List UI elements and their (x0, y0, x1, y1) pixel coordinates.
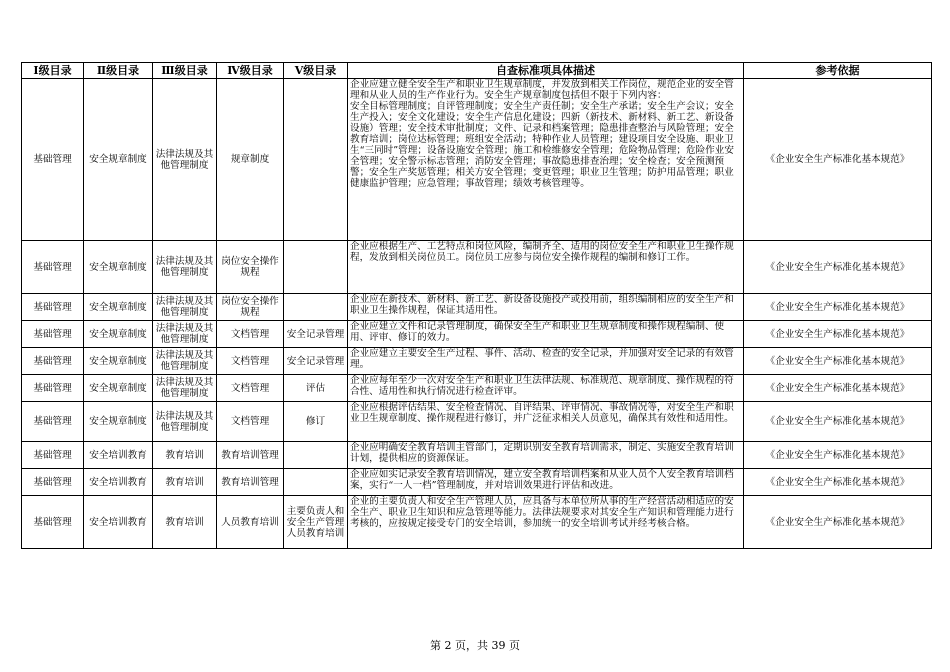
cell-level-2: 安全规章制度 (84, 348, 153, 375)
cell-description: 企业应明确安全教育培训主管部门，定期识别安全教育培训需求，制定、实施安全教育培训计划，提供相应的资源保证。 (348, 442, 744, 469)
cell-level-4: 教育培训管理 (217, 442, 284, 469)
cell-level-4: 文档管理 (217, 402, 284, 442)
table-row (22, 469, 932, 496)
header-level-3: Ⅲ级目录 (153, 63, 217, 79)
header-level-2: Ⅱ级目录 (84, 63, 153, 79)
table-row (22, 375, 932, 402)
table-row (22, 321, 932, 348)
cell-level-2: 安全规章制度 (84, 241, 153, 294)
cell-description: 企业应如实记录安全教育培训情况，建立安全教育培训档案和从业人员个人安全教育培训档案，实行“一人一档”管理制度，并对培训效果进行评估和改进。 (348, 469, 744, 496)
cell-level-3: 法律法规及其他管理制度 (153, 348, 217, 375)
cell-level-5 (284, 469, 348, 496)
cell-level-4: 文档管理 (217, 321, 284, 348)
cell-description: 企业应根据评估结果、安全检查情况、自评结果、评审情况、事故情况等，对安全生产和职业卫生规章制度、操作规程进行修订，并广泛征求相关人员意见，确保其有效性和适用性。 (348, 402, 744, 442)
cell-level-5 (284, 79, 348, 241)
self-check-table (21, 62, 932, 549)
table-row (22, 348, 932, 375)
cell-reference: 《企业安全生产标准化基本规范》 (744, 294, 932, 321)
cell-reference: 《企业安全生产标准化基本规范》 (744, 402, 932, 442)
cell-level-4: 岗位安全操作规程 (217, 241, 284, 294)
table-row (22, 496, 932, 549)
cell-reference: 《企业安全生产标准化基本规范》 (744, 321, 932, 348)
cell-level-5: 评估 (284, 375, 348, 402)
cell-level-4: 规章制度 (217, 79, 284, 241)
cell-description: 企业应根据生产、工艺特点和岗位风险，编制齐全、适用的岗位安全生产和职业卫生操作规程，发放到相关岗位员工。岗位员工应参与岗位安全操作规程的编制和修订工作。 (348, 241, 744, 294)
cell-level-1: 基础管理 (22, 79, 84, 241)
cell-level-2: 安全规章制度 (84, 79, 153, 241)
cell-level-3: 法律法规及其他管理制度 (153, 402, 217, 442)
cell-level-3: 法律法规及其他管理制度 (153, 241, 217, 294)
table-row (22, 294, 932, 321)
cell-level-3: 教育培训 (153, 496, 217, 549)
header-level-4: Ⅳ级目录 (217, 63, 284, 79)
cell-level-1: 基础管理 (22, 496, 84, 549)
cell-reference: 《企业安全生产标准化基本规范》 (744, 79, 932, 241)
cell-reference: 《企业安全生产标准化基本规范》 (744, 241, 932, 294)
cell-level-2: 安全规章制度 (84, 294, 153, 321)
table-row (22, 241, 932, 294)
header-level-5: Ⅴ级目录 (284, 63, 348, 79)
cell-level-1: 基础管理 (22, 241, 84, 294)
header-row (22, 63, 932, 79)
cell-level-5: 修订 (284, 402, 348, 442)
cell-level-3: 法律法规及其他管理制度 (153, 79, 217, 241)
cell-level-3: 教育培训 (153, 442, 217, 469)
cell-level-2: 安全规章制度 (84, 402, 153, 442)
cell-description: 企业应建立健全安全生产和职业卫生规章制度，并发放到相关工作岗位，规范企业的安全管理和从业人员的生产作业行为。安全生产规章制度包括但不限于下列内容： 安全目标管理制度；自评管理制度；安全生产责任制；安全生产承诺；安全生产会议；安全生产投入；安全文化建设；安全生产信息化建设；四新（新技术、新材料、新工艺、新设备设施）管理；安全技术审批制度；文件、记录和档案管理；隐患排查整治与风险管理；安全教育培训；岗位达标管理；班组安全活动；特种作业人员管理；建设项目安全设施、职业卫生“三同时”管理；设备设施安全管理；施工和检维修安全管理；危险物品管理；危险作业安全管理；安全警示标志管理；消防安全管理；事故隐患排查治理；安全检查；安全预测预警；安全生产奖惩管理；相关方安全管理；变更管理；职业卫生管理；防护用品管理；职业健康监护管理；应急管理；事故管理；绩效考核管理等。 (348, 79, 744, 241)
table-row (22, 402, 932, 442)
cell-description: 企业应在新技术、新材料、新工艺、新设备设施投产或投用前，组织编制相应的安全生产和职业卫生操作规程，保证其适用性。 (348, 294, 744, 321)
cell-level-4: 文档管理 (217, 348, 284, 375)
cell-level-3: 法律法规及其他管理制度 (153, 294, 217, 321)
cell-level-3: 教育培训 (153, 469, 217, 496)
cell-description: 企业应建立主要安全生产过程、事件、活动、检查的安全记录，并加强对安全记录的有效管理。 (348, 348, 744, 375)
cell-level-4: 岗位安全操作规程 (217, 294, 284, 321)
table-row (22, 442, 932, 469)
cell-level-1: 基础管理 (22, 442, 84, 469)
cell-level-1: 基础管理 (22, 469, 84, 496)
cell-level-1: 基础管理 (22, 375, 84, 402)
cell-reference: 《企业安全生产标准化基本规范》 (744, 496, 932, 549)
table-row (22, 79, 932, 241)
cell-level-5 (284, 442, 348, 469)
header-level-1: Ⅰ级目录 (22, 63, 84, 79)
cell-level-2: 安全规章制度 (84, 375, 153, 402)
header-description: 自查标准项具体描述 (348, 63, 744, 79)
cell-reference: 《企业安全生产标准化基本规范》 (744, 348, 932, 375)
cell-level-5 (284, 294, 348, 321)
cell-level-5: 安全记录管理 (284, 348, 348, 375)
page-footer: 第 2 页，共 39 页 (430, 639, 520, 652)
cell-level-3: 法律法规及其他管理制度 (153, 321, 217, 348)
cell-level-2: 安全培训教育 (84, 496, 153, 549)
cell-description: 企业应建立文件和记录管理制度，确保安全生产和职业卫生规章制度和操作规程编制、使用、评审、修订的效力。 (348, 321, 744, 348)
cell-level-2: 安全培训教育 (84, 442, 153, 469)
cell-level-4: 人员教育培训 (217, 496, 284, 549)
cell-description: 企业的主要负责人和安全生产管理人员，应具备与本单位所从事的生产经营活动相适应的安全生产、职业卫生知识和应急管理等能力。法律法规要求对其安全生产知识和管理能力进行考核的，应按规定接受专门的安全培训，参加统一的安全培训考试并经考核合格。 (348, 496, 744, 549)
cell-level-5: 主要负责人和安全生产管理人员教育培训 (284, 496, 348, 549)
header-reference: 参考依据 (744, 63, 932, 79)
cell-level-1: 基础管理 (22, 321, 84, 348)
cell-level-4: 文档管理 (217, 375, 284, 402)
cell-level-1: 基础管理 (22, 294, 84, 321)
cell-level-1: 基础管理 (22, 402, 84, 442)
cell-reference: 《企业安全生产标准化基本规范》 (744, 469, 932, 496)
cell-level-5: 安全记录管理 (284, 321, 348, 348)
cell-level-2: 安全培训教育 (84, 469, 153, 496)
cell-level-1: 基础管理 (22, 348, 84, 375)
cell-level-5 (284, 241, 348, 294)
cell-level-4: 教育培训管理 (217, 469, 284, 496)
cell-description: 企业应每年至少一次对安全生产和职业卫生法律法规、标准规范、规章制度、操作规程的符合性、适用性和执行情况进行检查评审。 (348, 375, 744, 402)
cell-level-3: 法律法规及其他管理制度 (153, 375, 217, 402)
cell-reference: 《企业安全生产标准化基本规范》 (744, 375, 932, 402)
cell-level-2: 安全规章制度 (84, 321, 153, 348)
cell-reference: 《企业安全生产标准化基本规范》 (744, 442, 932, 469)
